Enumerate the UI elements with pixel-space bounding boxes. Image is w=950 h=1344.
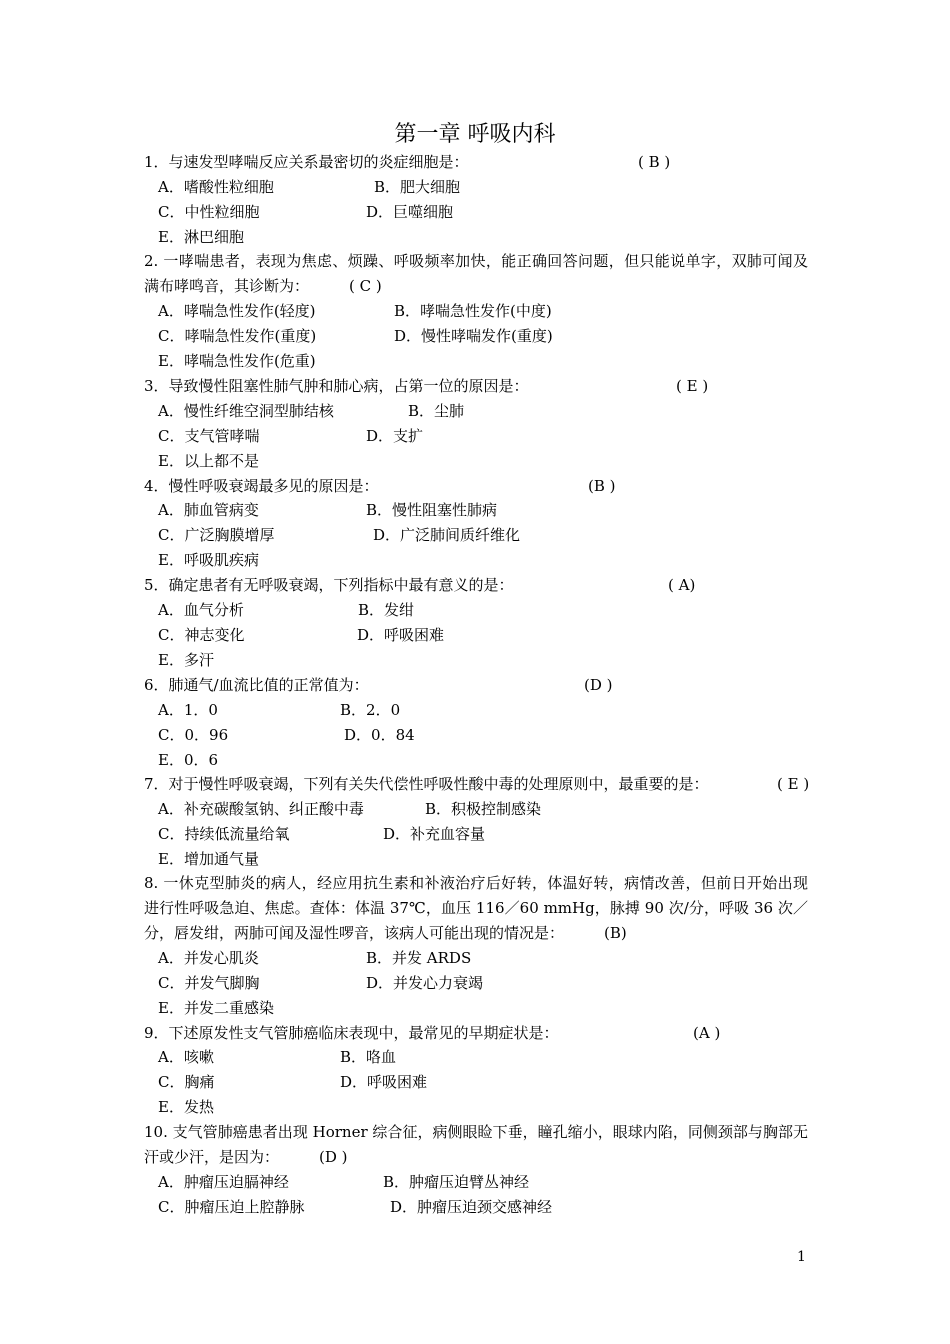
- question-7-answer: ( E ): [777, 775, 810, 793]
- question-3-option-b: B．尘肺: [408, 402, 465, 420]
- question-6-option-c: C．0．96: [158, 726, 229, 744]
- question-8-stem: 8. 一休克型肺炎的病人，经应用抗生素和补液治疗后好转，体温好转，病情改善，但前日开始出现进行性呼吸急迫、焦虑。查体：体温 37℃，血压 116／60 mmHg，脉搏 90 次/分，呼吸 36 次／分，唇发绀，两肺可闻及湿性啰音，该病人可能出现的情况是： (B): [144, 874, 808, 942]
- question-4-option-b: B．慢性阻塞性肺病: [366, 501, 498, 519]
- question-2-option-a: A．哮喘急性发作(轻度): [158, 302, 316, 320]
- question-7-option-b: B．积极控制感染: [425, 800, 542, 818]
- question-3-option-d: D．支扩: [366, 427, 424, 445]
- question-5-answer: ( A): [668, 576, 696, 594]
- question-1-stem: 1．与速发型哮喘反应关系最密切的炎症细胞是：: [144, 153, 469, 171]
- question-1-option-c: C．中性粒细胞: [158, 203, 260, 221]
- chapter-title: 第一章 呼吸内科: [394, 122, 556, 147]
- question-2-answer: ( C ): [349, 277, 382, 295]
- question-9-option-d: D．呼吸困难: [340, 1073, 428, 1091]
- question-1-option-a: A．嗜酸性粒细胞: [158, 178, 274, 196]
- question-5-option-e: E．多汗: [158, 651, 214, 669]
- question-10-option-d: D．肿瘤压迫颈交感神经: [390, 1198, 553, 1216]
- question-5-option-d: D．呼吸困难: [357, 626, 445, 644]
- question-8-answer: (B): [604, 924, 627, 942]
- page-number: 1: [797, 1249, 806, 1265]
- question-6-option-b: B．2．0: [340, 701, 401, 719]
- question-10-option-c: C．肿瘤压迫上腔静脉: [158, 1198, 305, 1216]
- question-1-option-b: B．肥大细胞: [374, 178, 461, 196]
- question-1-answer: ( B ): [638, 153, 671, 171]
- question-3-option-e: E．以上都不是: [158, 452, 259, 470]
- question-4-option-a: A．肺血管病变: [158, 501, 259, 519]
- question-7-option-a: A．补充碳酸氢钠、纠正酸中毒: [158, 800, 364, 818]
- question-3-stem: 3．导致慢性阻塞性肺气肿和肺心病，占第一位的原因是：: [144, 377, 529, 395]
- question-6-stem: 6．肺通气/血流比值的正常值为：: [144, 676, 369, 694]
- question-4-option-c: C．广泛胸膜增厚: [158, 526, 275, 544]
- question-9-option-a: A．咳嗽: [158, 1048, 214, 1066]
- question-9-stem: 9．下述原发性支气管肺癌临床表现中，最常见的早期症状是：: [144, 1024, 559, 1042]
- question-7-option-c: C．持续低流量给氧: [158, 825, 290, 843]
- question-10-stem: 10. 支气管肺癌患者出现 Horner 综合征，病侧眼睑下垂，瞳孔缩小，眼球内陷，同侧颈部与胸部无汗或少汗，是因为： (D ): [144, 1123, 808, 1166]
- question-4-stem: 4．慢性呼吸衰竭最多见的原因是：: [144, 477, 379, 495]
- question-6-option-d: D．0．84: [344, 726, 415, 744]
- question-8-option-d: D．并发心力衰竭: [366, 974, 484, 992]
- question-3-answer: ( E ): [676, 377, 709, 395]
- question-2-option-c: C．哮喘急性发作(重度): [158, 327, 317, 345]
- question-5-stem: 5．确定患者有无呼吸衰竭，下列指标中最有意义的是：: [144, 576, 514, 594]
- question-2-option-e: E．哮喘急性发作(危重): [158, 352, 316, 370]
- question-5-option-a: A．血气分析: [158, 601, 244, 619]
- question-4-option-d: D．广泛肺间质纤维化: [373, 526, 521, 544]
- question-1-option-d: D．巨噬细胞: [366, 203, 454, 221]
- question-3-option-c: C．支气管哮喘: [158, 427, 260, 445]
- question-6-option-e: E．0．6: [158, 751, 219, 769]
- question-8-option-e: E．并发二重感染: [158, 999, 274, 1017]
- question-9-option-c: C．胸痛: [158, 1073, 215, 1091]
- question-5-option-b: B．发绀: [358, 601, 415, 619]
- question-2-option-b: B．哮喘急性发作(中度): [394, 302, 552, 320]
- question-6-option-a: A．1．0: [158, 701, 218, 719]
- question-8-option-b: B．并发 ARDS: [366, 949, 472, 967]
- question-5-option-c: C．神志变化: [158, 626, 245, 644]
- question-4-option-e: E．呼吸肌疾病: [158, 551, 259, 569]
- question-1-option-e: E．淋巴细胞: [158, 228, 244, 246]
- question-9-option-b: B．咯血: [340, 1048, 397, 1066]
- question-7-stem: 7．对于慢性呼吸衰竭，下列有关失代偿性呼吸性酸中毒的处理原则中，最重要的是：: [144, 775, 709, 793]
- question-2-option-d: D．慢性哮喘发作(重度): [394, 327, 553, 345]
- question-7-option-e: E．增加通气量: [158, 850, 259, 868]
- question-8-option-a: A．并发心肌炎: [158, 949, 259, 967]
- question-9-option-e: E．发热: [158, 1098, 214, 1116]
- question-7-option-d: D．补充血容量: [383, 825, 486, 843]
- question-10-option-a: A．肿瘤压迫膈神经: [158, 1173, 289, 1191]
- question-4-answer: (B ): [588, 477, 616, 495]
- question-2-stem: 2. 一哮喘患者，表现为焦虑、烦躁、呼吸频率加快，能正确回答问题，但只能说单字，双肺可闻及满布哮鸣音，其诊断为： ( C ): [144, 252, 808, 295]
- question-10-option-b: B．肿瘤压迫臂丛神经: [383, 1173, 530, 1191]
- question-8-option-c: C．并发气脚胸: [158, 974, 260, 992]
- question-9-answer: (A ): [693, 1024, 721, 1042]
- question-6-answer: (D ): [584, 676, 613, 694]
- question-10-answer: (D ): [319, 1148, 348, 1166]
- question-3-option-a: A．慢性纤维空洞型肺结核: [158, 402, 334, 420]
